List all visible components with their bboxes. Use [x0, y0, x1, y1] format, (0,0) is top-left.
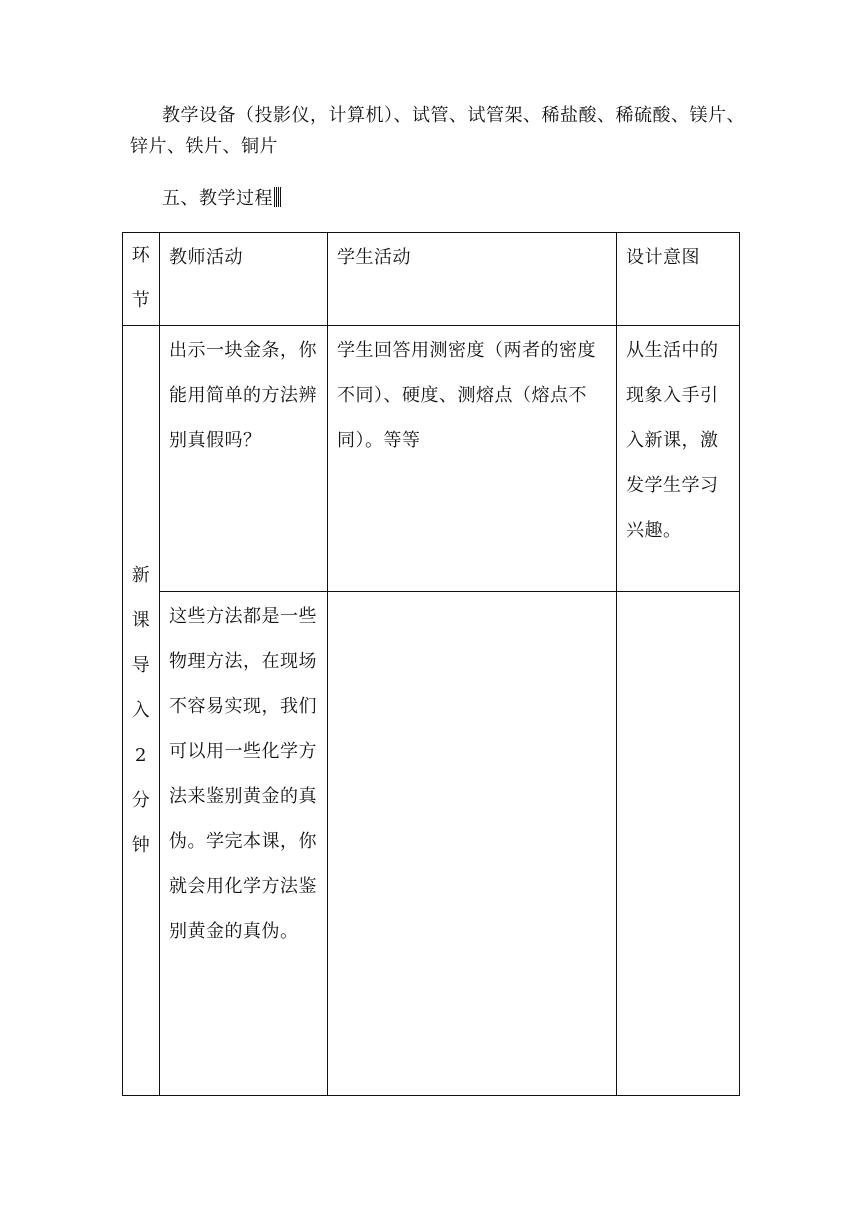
header-intent — [617, 233, 740, 326]
student-activity-cell — [328, 592, 617, 1096]
student-activity-text: 学生回答用测密度（两者的密度不同）、硬度、测熔点（熔点不同）。等等 — [337, 340, 596, 451]
student-activity-cell — [328, 326, 617, 592]
header-stage-char: 节 — [131, 290, 151, 311]
stage-char: 入 — [131, 700, 151, 721]
teacher-activity-text: 出示一块金条，你能用简单的方法辨别真假吗？ — [169, 340, 317, 451]
section-heading — [162, 183, 282, 214]
header-stage-label — [123, 233, 159, 323]
header-intent-label: 设计意图 — [626, 247, 700, 268]
teacher-activity-cell — [160, 326, 328, 592]
stage-label — [123, 553, 159, 868]
design-intent-cell — [617, 326, 740, 592]
table-row — [123, 326, 740, 592]
stage-char: 2 — [135, 745, 147, 766]
header-stage-char: 环 — [131, 245, 151, 266]
teacher-activity-text: 这些方法都是一些物理方法，在现场不容易实现，我们可以用一些化学方法来鉴别黄金的真伪。学完本课，你就会用化学方法鉴别黄金的真伪。 — [169, 606, 317, 942]
stage-char: 钟 — [131, 835, 151, 856]
design-intent-text — [617, 592, 739, 594]
header-teacher — [160, 233, 328, 326]
header-student-label: 学生活动 — [337, 247, 411, 268]
teacher-activity-cell — [160, 592, 328, 1096]
student-activity-text — [328, 592, 616, 594]
design-intent-text: 从生活中的现象入手引入新课，激发学生学习兴趣。 — [626, 340, 719, 541]
design-intent-cell — [617, 592, 740, 1096]
teaching-process-table — [122, 232, 740, 1096]
equipment-paragraph: 教学设备（投影仪，计算机）、试管、试管架、稀盐酸、稀硫酸、镁片、锌片、铁片、铜片 — [130, 105, 745, 157]
header-student — [328, 233, 617, 326]
stage-cell — [123, 326, 160, 1096]
stage-char: 课 — [131, 610, 151, 631]
section-heading-text: 五、教学过程 — [162, 188, 273, 209]
stage-char: 分 — [131, 790, 151, 811]
text-cursor-mark — [274, 187, 282, 207]
table-header-row — [123, 233, 740, 326]
table-row — [123, 592, 740, 1096]
stage-char: 新 — [131, 565, 151, 586]
header-teacher-label: 教师活动 — [169, 247, 243, 268]
stage-char: 导 — [131, 655, 151, 676]
header-stage — [123, 233, 160, 326]
